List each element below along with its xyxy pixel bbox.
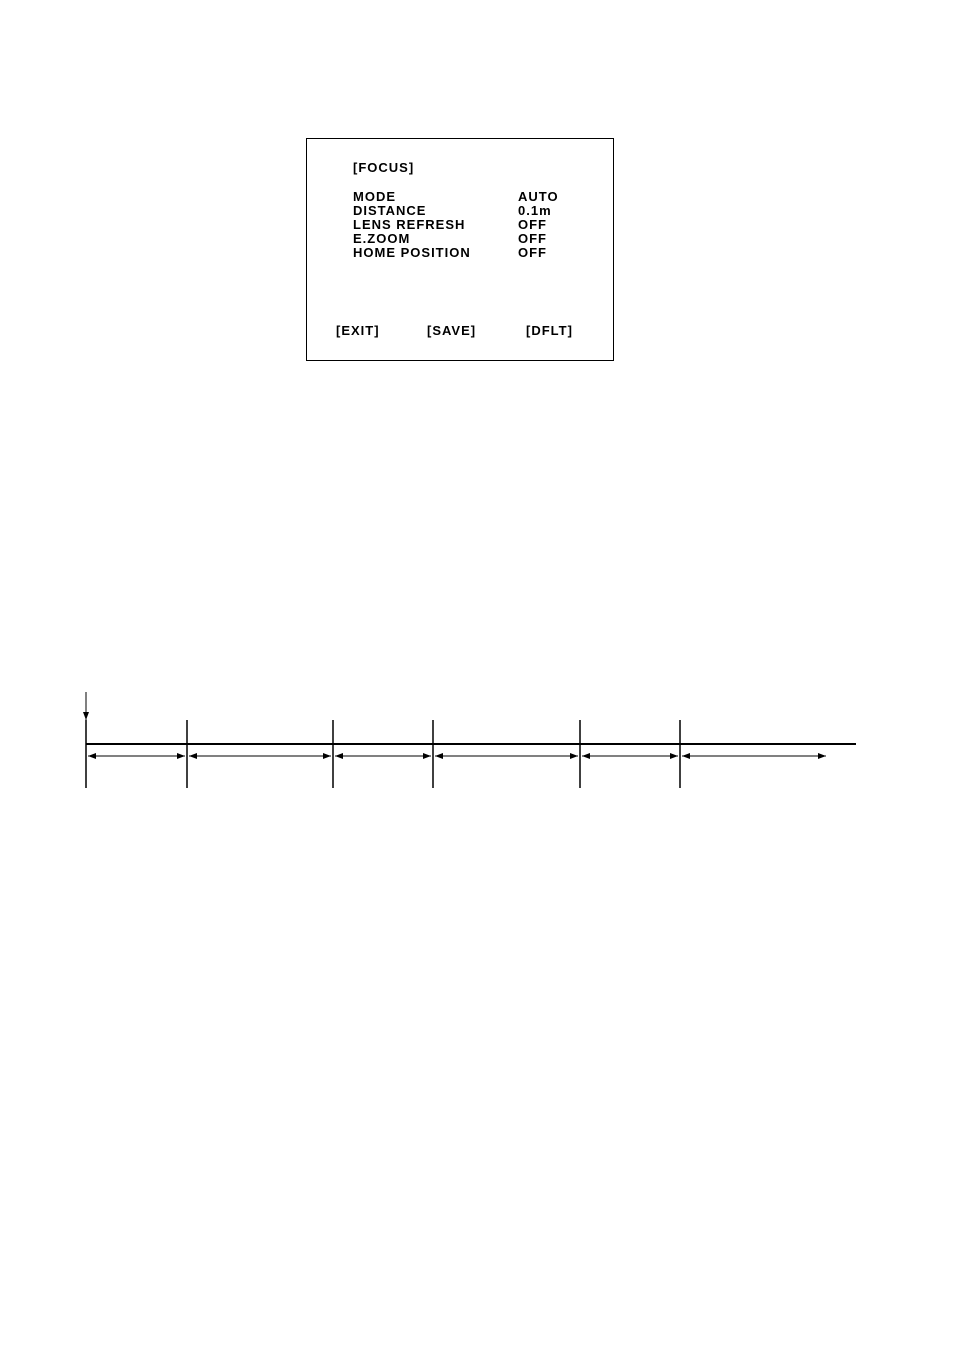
menu-title: [FOCUS] [353, 160, 415, 175]
focus-menu-screen [306, 138, 614, 361]
menu-item-distance[interactable] [353, 204, 593, 218]
menu-item-value[interactable]: OFF [518, 217, 547, 232]
save-button[interactable]: [SAVE] [427, 323, 477, 338]
menu-item-label: DISTANCE [353, 203, 427, 218]
menu-item-label: HOME POSITION [353, 245, 471, 260]
exit-button[interactable]: [EXIT] [336, 323, 380, 338]
menu-item-label: MODE [353, 189, 396, 204]
menu-item-lens-refresh[interactable] [353, 218, 593, 232]
menu-item-value[interactable]: AUTO [518, 189, 559, 204]
menu-item-home-position[interactable] [353, 246, 593, 260]
menu-item-label: E.ZOOM [353, 231, 411, 246]
menu-item-value[interactable]: OFF [518, 231, 547, 246]
menu-item-mode[interactable] [353, 190, 593, 204]
menu-item-label: LENS REFRESH [353, 217, 466, 232]
default-button[interactable]: [DFLT] [526, 323, 573, 338]
menu-item-e-zoom[interactable] [353, 232, 593, 246]
menu-item-value[interactable]: OFF [518, 245, 547, 260]
menu-item-value[interactable]: 0.1m [518, 203, 552, 218]
